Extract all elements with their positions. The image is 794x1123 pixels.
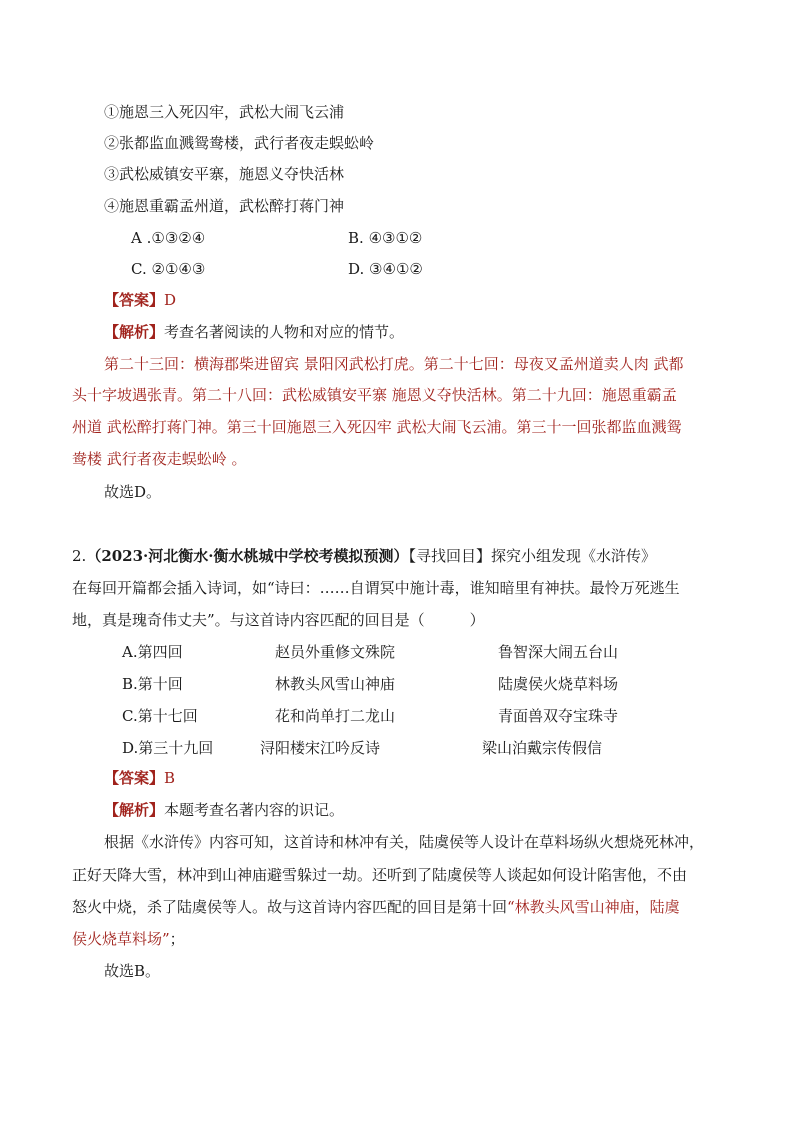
- q1-answer-value: D: [164, 291, 177, 309]
- q2-number: 2.: [72, 547, 87, 565]
- q1-option-b: [348, 227, 422, 249]
- q2-detail-line-4-quote: 侯火烧草料场”: [72, 930, 170, 948]
- q2-option-d-label: [122, 737, 213, 759]
- q1-option-b-text: ④③①②: [368, 229, 423, 247]
- q2-option-b-first: 林教头风雪山神庙: [275, 675, 396, 693]
- q2-detail-line-3: [72, 896, 680, 918]
- q2-answer-tag: 【答案】: [104, 769, 165, 787]
- q1-detail-line-3: 州道 武松醉打蒋门神。第三十回施恩三入死囚牢 武松大闹飞云浦。第三十一回张都监血溅鸳: [72, 418, 682, 436]
- q2-detail-line-4-end: ；: [169, 930, 185, 948]
- q1-option-a: [131, 227, 205, 249]
- q2-option-d-letter: D.: [122, 739, 139, 757]
- q1-option-c: [131, 258, 205, 280]
- q2-source: （2023·河北衡水·衡水桃城中学校考模拟预测）: [86, 547, 409, 565]
- q2-option-d-first: 浔阳楼宋江吟反诗: [260, 739, 381, 757]
- q2-detail-line-2: 正好天降大雪，林冲到山神庙避雪躲过一劫。还听到了陆虞侯等人谈起如何设计陷害他，不由: [72, 866, 688, 884]
- q2-analysis-text: 本题考查名著内容的识记。: [164, 801, 345, 819]
- q1-detail-line-4: 鸯楼 武行者夜走蜈蚣岭 。: [72, 450, 247, 468]
- q2-option-a-first: 赵员外重修文殊院: [275, 643, 396, 661]
- q1-option-a-text: ①③②④: [151, 229, 206, 247]
- q2-detail-line-3-text: 怒火中烧，杀了陆虞侯等人。故与这首诗内容匹配的回目是第十回: [72, 898, 508, 916]
- q2-option-c-first: 花和尚单打二龙山: [275, 707, 396, 725]
- q2-analysis-tag: 【解析】: [104, 801, 165, 819]
- q2-answer-value: B: [164, 769, 176, 787]
- q1-answer: [104, 289, 176, 311]
- q2-option-a-chapter: 第四回: [137, 643, 183, 661]
- q2-stem-line-2: 在每回开篇都会插入诗词，如“诗曰：……自谓冥中施计毒，谁知暗里有神扶。最怜万死逃生: [72, 579, 680, 597]
- q2-stem-line-1: [72, 545, 656, 567]
- q2-option-a-letter: A.: [122, 643, 138, 661]
- q2-option-c-label: [122, 705, 198, 727]
- q1-item-1: ①施恩三入死囚牢，武松大闹飞云浦: [104, 103, 345, 121]
- q2-option-b-second: 陆虞侯火烧草料场: [498, 675, 619, 693]
- q2-stem-text-1: 探究小组发现《水浒传》: [491, 547, 657, 565]
- q2-option-c-letter: C.: [122, 707, 138, 725]
- q2-option-b-letter: B.: [122, 675, 138, 693]
- q1-option-d-label: D.: [348, 260, 365, 278]
- q1-analysis-tag: 【解析】: [104, 323, 165, 341]
- q1-option-c-label: C.: [131, 260, 147, 278]
- q1-option-d: [348, 258, 423, 280]
- q2-analysis: [104, 799, 344, 821]
- q1-analysis-text: 考查名著阅读的人物和对应的情节。: [164, 323, 405, 341]
- q1-detail-line-2: 头十字坡遇张青。第二十八回：武松威镇安平寨 施恩义夺快活林。第二十九回：施恩重霸孟: [72, 386, 677, 404]
- q1-item-2: ②张都监血溅鸳鸯楼，武行者夜走蜈蚣岭: [104, 134, 375, 152]
- q2-option-c-second: 青面兽双夺宝珠寺: [498, 707, 619, 725]
- q1-conclusion: 故选D。: [104, 483, 162, 501]
- q2-detail-line-1: 根据《水浒传》内容可知，这首诗和林冲有关，陆虞侯等人设计在草料场纵火想烧死林冲，: [104, 833, 705, 851]
- q2-option-a-second: 鲁智深大闹五台山: [498, 643, 619, 661]
- q2-option-d-chapter: 第三十九回: [138, 739, 214, 757]
- q2-answer: [104, 767, 175, 789]
- q2-option-c-chapter: 第十七回: [137, 707, 198, 725]
- q2-category: 【寻找回目】: [408, 547, 492, 565]
- q1-option-c-text: ②①④③: [151, 260, 206, 278]
- q1-detail-line-1: 第二十三回：横海郡柴进留宾 景阳冈武松打虎。第二十七回：母夜叉孟州道卖人肉 武都: [104, 355, 684, 373]
- q1-option-d-text: ③④①②: [369, 260, 423, 278]
- q2-stem-line-3: 地，真是瑰奇伟丈夫”。与这首诗内容匹配的回目是（ ）: [72, 611, 485, 629]
- q1-item-4: ④施恩重霸孟州道，武松醉打蒋门神: [104, 197, 345, 215]
- q2-option-b-label: [122, 673, 183, 695]
- q2-conclusion: 故选B。: [104, 962, 161, 980]
- q2-detail-line-4: [72, 928, 185, 950]
- q2-option-a-label: [122, 641, 183, 663]
- q2-option-d-second: 梁山泊戴宗传假信: [482, 739, 603, 757]
- q1-analysis: [104, 321, 404, 343]
- q1-option-a-label: A .: [131, 229, 152, 247]
- q2-detail-line-3-quote: “林教头风雪山神庙，陆虞: [507, 898, 680, 916]
- q1-item-3: ③武松威镇安平寨，施恩义夺快活林: [104, 165, 345, 183]
- q2-option-b-chapter: 第十回: [137, 675, 183, 693]
- q1-option-b-label: B.: [348, 229, 364, 247]
- q1-answer-tag: 【答案】: [104, 291, 165, 309]
